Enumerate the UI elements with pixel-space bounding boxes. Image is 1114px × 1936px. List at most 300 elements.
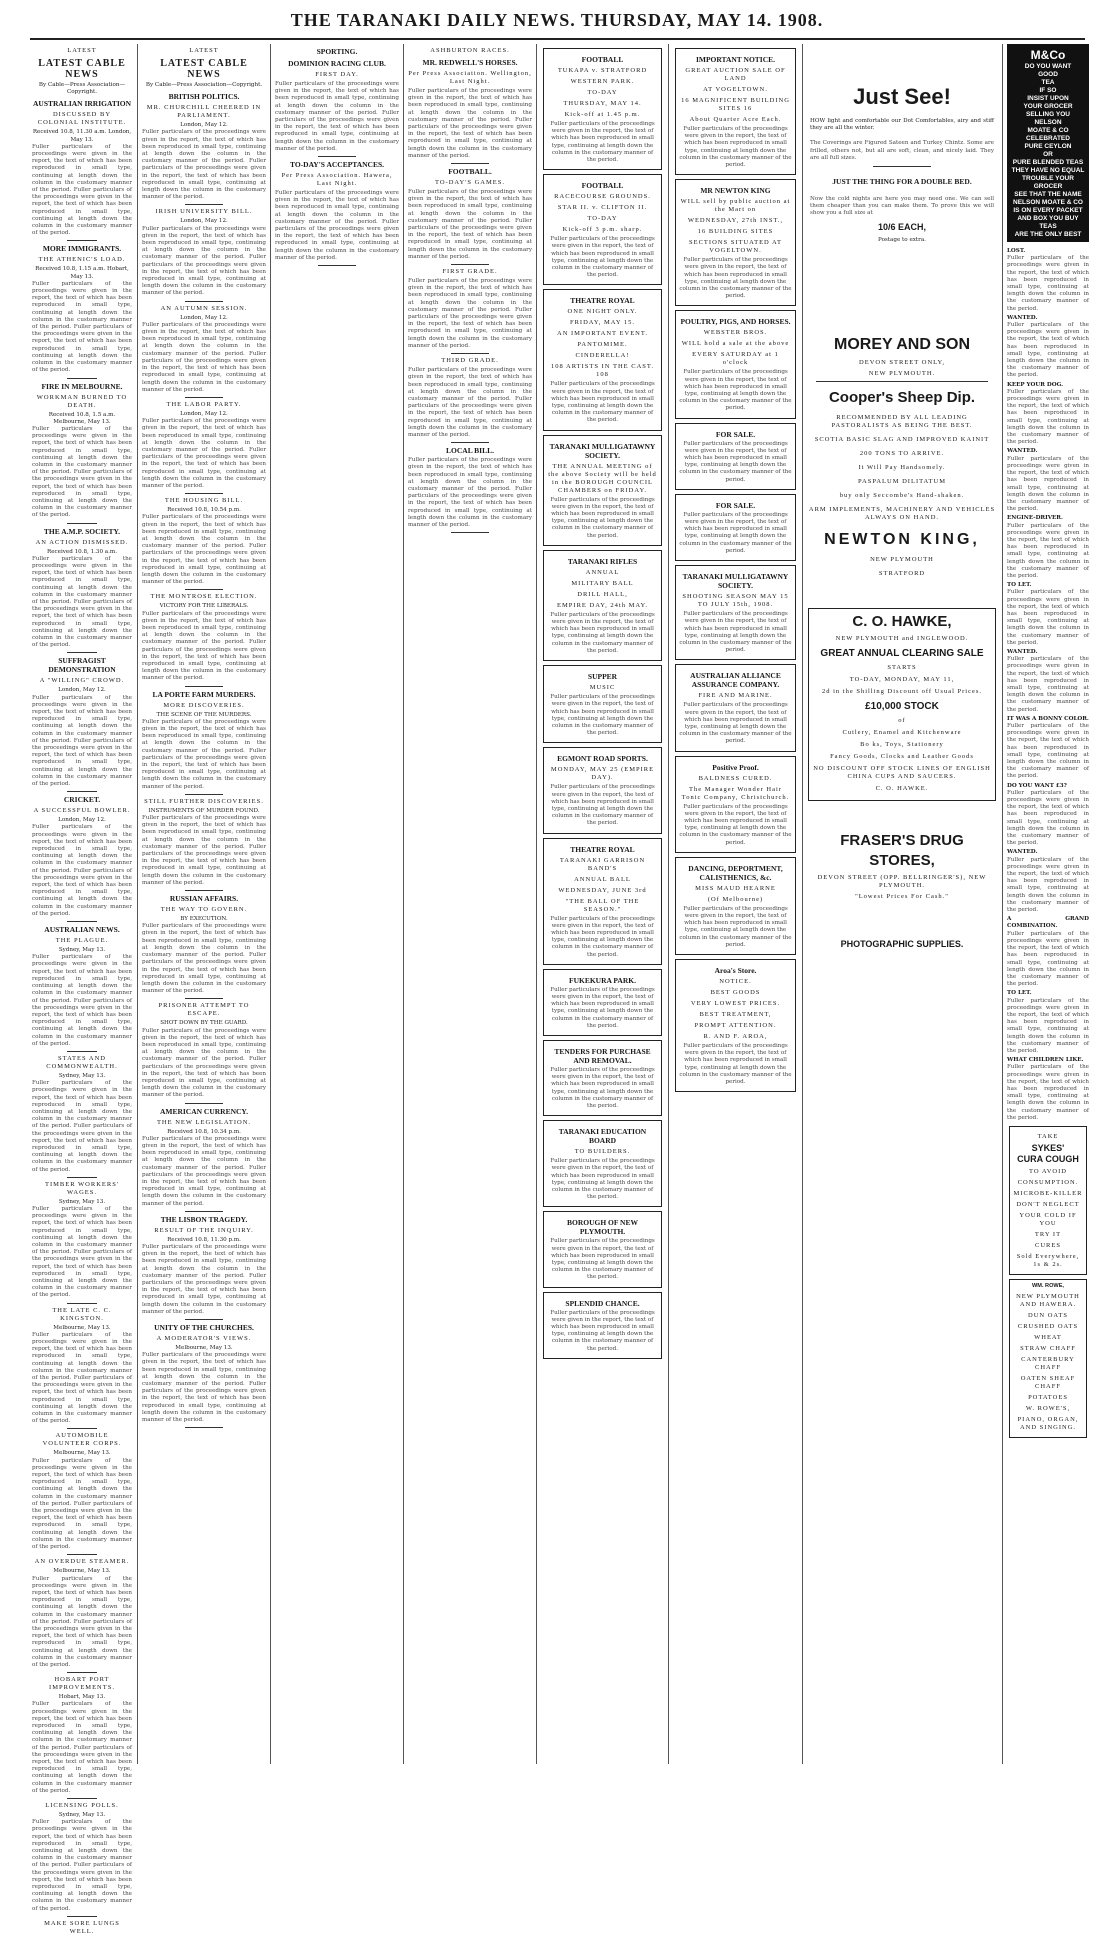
article-title: TO-DAY'S ACCEPTANCES. bbox=[289, 160, 385, 170]
column-heading: LATEST CABLE NEWS bbox=[38, 58, 126, 80]
article-body: Fuller particulars of the proceedings were given in the report, the text of which has been reproduced in small type, continuing at length down the column in the customary manner of the period. Fuller particulars of the proceedings were given in the report, the text of which has been reproduced in small type, continuing at length down the column in the customary manner of the period. bbox=[142, 418, 266, 489]
column-auctions bbox=[673, 44, 798, 1764]
ad-heading: BOROUGH OF NEW PLYMOUTH. bbox=[567, 1218, 638, 1237]
article-body: Fuller particulars of the proceedings were given in the report, the text of which has been reproduced in small type, continuing at length down the column in the customary manner of the period. Fuller particulars of the proceedings were given in the report, the text of which has been reproduced in small type, continuing at length down the column in the customary manner of the period. bbox=[32, 1457, 132, 1551]
tea-ad bbox=[1007, 44, 1089, 242]
article-subtitle: THE LATE C. C. KINGSTON. bbox=[52, 1306, 112, 1322]
advert-list bbox=[673, 48, 798, 1092]
ad-line: BALDNESS CURED. bbox=[698, 774, 773, 782]
ad-line: MONDAY, MAY 25 (EMPIRE DAY). bbox=[550, 766, 655, 782]
column-rule bbox=[270, 44, 271, 1764]
ad-line: VERY LOWEST PRICES. bbox=[690, 999, 781, 1007]
dateline: Sydney, May 13. bbox=[58, 947, 106, 954]
article-subtitle: AUTOMOBILE VOLUNTEER CORPS. bbox=[42, 1432, 122, 1448]
divider bbox=[185, 890, 222, 891]
ad-line: TARANAKI GARRISON BAND'S bbox=[559, 856, 646, 872]
ad-heading: SUPPER bbox=[587, 672, 618, 682]
ad-body: Fuller particulars of the proceedings were given in the report, the text of which has been reproduced in small type, continuing at length down the column in the customary manner of the period. bbox=[550, 694, 655, 737]
classified-heading: A GRAND COMBINATION. bbox=[1007, 916, 1089, 930]
column-heading: LATEST CABLE NEWS bbox=[160, 58, 248, 80]
ad-heading: WM. ROWE, bbox=[1031, 1282, 1064, 1289]
ad-line: NEW PLYMOUTH and INGLEWOOD. bbox=[835, 635, 969, 643]
dateline: Hobart, May 13. bbox=[58, 1694, 106, 1701]
article-subtitle: THE ATHENIC'S LOAD. bbox=[38, 256, 126, 264]
ad-line: Sold Everywhere, 1s & 2s. bbox=[1016, 1252, 1080, 1268]
article-body: Fuller particulars of the proceedings were given in the report, the text of which has been reproduced in small type, continuing at length down the column in the customary manner of the period. Fuller particulars of the proceedings were given in the report, the text of which has been reproduced in small type, continuing at length down the column in the customary manner of the period. bbox=[142, 225, 266, 297]
article-body: Fuller particulars of the proceedings were given in the report, the text of which has been reproduced in small type, continuing at length down the column in the customary manner of the period. Fuller particulars of the proceedings were given in the report, the text of which has been reproduced in small type, continuing at length down the column in the customary manner of the period. bbox=[142, 718, 266, 790]
classified-body: Fuller particulars of the proceedings were given in the report, the text of which has been reproduced in small type, continuing at length down the column in the customary manner of the period. bbox=[1007, 789, 1089, 847]
article-subtitle: STATES AND COMMONWEALTH. bbox=[46, 1054, 118, 1070]
divider bbox=[67, 1303, 97, 1304]
article-body: Fuller particulars of the proceedings were given in the report, the text of which has been reproduced in small type, continuing at length down the column in the customary manner of the period. Fuller particulars of the proceedings were given in the report, the text of which has been reproduced in small type, continuing at length down the column in the customary manner of the period. bbox=[275, 81, 399, 152]
ad-line: CONSUMPTION. bbox=[1017, 1178, 1079, 1186]
ad-line: NOTICE. bbox=[719, 977, 752, 985]
ad-line: MISS MAUD HEARNE bbox=[695, 884, 776, 892]
ad-line: CELEBRATED bbox=[1026, 135, 1070, 142]
dateline: London, May 12. bbox=[58, 817, 106, 824]
divider bbox=[67, 1428, 97, 1429]
article-subtitle: AN AUTUMN SESSION. bbox=[160, 304, 248, 312]
ad-line: IF SO bbox=[1039, 87, 1057, 94]
dateline: VICTORY FOR THE LIBERALS. bbox=[159, 603, 249, 610]
ad-body: Fuller particulars of the proceedings were given in the report, the text of which has been reproduced in small type, continuing at length down the column in the customary manner of the period. bbox=[679, 440, 792, 483]
article-title: LA PORTE FARM MURDERS. bbox=[152, 689, 256, 699]
classified-heading: LOST. bbox=[1007, 248, 1026, 254]
article-title: BRITISH POLITICS. bbox=[168, 92, 240, 102]
ad-line: DON'T NEGLECT bbox=[1016, 1200, 1080, 1208]
advertisement bbox=[543, 1292, 662, 1359]
divider bbox=[318, 156, 355, 157]
article-body: Fuller particulars of the proceedings were given in the report, the text of which has been reproduced in small type, continuing at length down the column in the customary manner of the period. Fuller particulars of the proceedings were given in the report, the text of which has been reproduced in small type, continuing at length down the column in the customary manner of the period. bbox=[32, 280, 132, 374]
classified-heading: WANTED. bbox=[1007, 648, 1038, 655]
advertisement bbox=[675, 423, 796, 490]
article-subtitle: A MODERATOR'S VIEWS. bbox=[156, 1335, 252, 1343]
article-body: Fuller particulars of the proceedings were given in the report, the text of which has been reproduced in small type, continuing at length down the column in the customary manner of the period. Fuller particulars of the proceedings were given in the report, the text of which has been reproduced in small type, continuing at length down the column in the customary manner of the period. bbox=[32, 1205, 132, 1299]
advertisement bbox=[543, 174, 662, 285]
divider bbox=[185, 589, 222, 590]
classified-heading: WANTED. bbox=[1007, 849, 1038, 856]
article-body: Fuller particulars of the proceedings were given in the report, the text of which has been reproduced in small type, continuing at length down the column in the customary manner of the period. Fuller particulars of the proceedings were given in the report, the text of which has been reproduced in small type, continuing at length down the column in the customary manner of the period. bbox=[32, 425, 132, 519]
ad-body: Fuller particulars of the proceedings were given in the report, the text of which has been reproduced in small type, continuing at length down the column in the customary manner of the period. bbox=[679, 369, 792, 412]
article-list bbox=[408, 58, 532, 533]
ad-line: STARTS bbox=[887, 664, 917, 672]
dateline: Received 10.8, 11.30 p.m. bbox=[167, 1236, 241, 1243]
advertisement bbox=[675, 310, 796, 418]
article-subtitle: THE NEW LEGISLATION. bbox=[156, 1118, 252, 1126]
column-classifieds bbox=[1007, 44, 1089, 1764]
divider bbox=[67, 240, 97, 241]
ad-line: PURE BLENDED TEAS bbox=[1012, 159, 1084, 166]
ad-filler-text: Now the cold nights are here you may need one. We can sell them cheaper than you can make them. To prove this we will show you a full size at bbox=[810, 196, 994, 217]
ad-line: MOATE & CO bbox=[1027, 127, 1069, 134]
ad-line: Cutlery, Enamel and Kitchenware bbox=[842, 729, 962, 737]
column-sporting bbox=[275, 44, 399, 1764]
divider bbox=[873, 166, 931, 167]
divider bbox=[318, 265, 355, 266]
ad-line: BEST GOODS bbox=[710, 988, 761, 996]
ad-line: THE ANNUAL MEETING of the above Society will be held in the BOROUGH COUNCIL CHAMBERS on FRIDAY. bbox=[548, 462, 657, 494]
ad-body: Fuller particulars of the proceedings were given in the report, the text of which has been reproduced in small type, continuing at length down the column in the customary manner of the period. bbox=[679, 257, 792, 300]
ad-heading: FOOTBALL bbox=[581, 55, 624, 64]
article-list bbox=[142, 92, 266, 1428]
ad-line: 108 ARTISTS IN THE CAST. 108 bbox=[551, 363, 654, 379]
divider bbox=[185, 301, 222, 302]
column-rule bbox=[536, 44, 537, 1764]
column-rule bbox=[668, 44, 669, 1764]
column-rule bbox=[403, 44, 404, 1764]
divider bbox=[185, 686, 222, 687]
ad-line: WILL hold a sale at the above bbox=[681, 340, 790, 348]
ad-line: AN IMPORTANT EVENT. bbox=[557, 330, 648, 338]
column-display-ads bbox=[806, 44, 998, 1764]
dateline: Melbourne, May 13. bbox=[53, 1324, 111, 1331]
divider bbox=[185, 1211, 222, 1212]
classified-heading: KEEP YOUR DOG. bbox=[1007, 381, 1064, 388]
divider bbox=[67, 523, 97, 524]
divider bbox=[67, 378, 97, 379]
article-body: Fuller particulars of the proceedings were given in the report, the text of which has been reproduced in small type, continuing at length down the column in the customary manner of the period. Fuller particulars of the proceedings were given in the report, the text of which has been reproduced in small type, continuing at length down the column in the customary manner of the period. bbox=[142, 1243, 266, 1315]
article-body: Fuller particulars of the proceedings were given in the report, the text of which has been reproduced in small type, continuing at length down the column in the customary manner of the period. Fuller particulars of the proceedings were given in the report, the text of which has been reproduced in small type, continuing at length down the column in the customary manner of the period. bbox=[142, 129, 266, 201]
ad-heading: FUKEKURA PARK. bbox=[569, 975, 636, 985]
ad-heading: POULTRY, PIGS, AND HORSES. bbox=[680, 317, 791, 327]
fraser-ad bbox=[806, 831, 998, 948]
article-subtitle: DISCUSSED BY COLONIAL INSTITUTE. bbox=[37, 111, 127, 127]
tea-brand: M&Co bbox=[1030, 48, 1066, 62]
ad-headline-just-see: Just See! bbox=[853, 84, 951, 109]
advertisement bbox=[675, 494, 796, 561]
dateline: Received 10.8, 10.34 p.m. bbox=[167, 1128, 241, 1135]
ad-line: TEA bbox=[1041, 79, 1055, 86]
ad-body: Fuller particulars of the proceedings were given in the report, the text of which has been reproduced in small type, continuing at length down the column in the customary manner of the period. bbox=[679, 803, 792, 846]
classified-body: Fuller particulars of the proceedings were given in the report, the text of which has been reproduced in small type, continuing at length down the column in the customary manner of the period. bbox=[1007, 388, 1089, 446]
article-body: Fuller particulars of the proceedings were given in the report, the text of which has been reproduced in small type, continuing at length down the column in the customary manner of the period. Fuller particulars of the proceedings were given in the report, the text of which has been reproduced in small type, continuing at length down the column in the customary manner of the period. bbox=[32, 1575, 132, 1668]
ad-heading: MR NEWTON KING bbox=[700, 186, 771, 196]
ad-line: 2d in the Shilling Discount off Usual Prices. bbox=[821, 688, 983, 696]
ad-line: OATEN SHEAF CHAFF bbox=[1020, 1375, 1076, 1391]
ad-line: R. AND F. AROA, bbox=[703, 1032, 768, 1040]
article-body: Fuller particulars of the proceedings were given in the report, the text of which has been reproduced in small type, continuing at length down the column in the customary manner of the period. Fuller particulars of the proceedings were given in the report, the text of which has been reproduced in small type, continuing at length down the column in the customary manner of the period. bbox=[142, 1135, 266, 1207]
column-heading: SPORTING. bbox=[316, 47, 358, 56]
ad-line: AND BOX YOU BUY bbox=[1017, 215, 1079, 222]
ad-line: CURA COUGH bbox=[1017, 1153, 1079, 1164]
ad-body: Fuller particulars of the proceedings were given in the report, the text of which has been reproduced in small type, continuing at length down the column in the customary manner of the period. bbox=[550, 236, 655, 279]
ad-heading: IMPORTANT NOTICE. bbox=[695, 55, 776, 64]
article-body: Fuller particulars of the proceedings were given in the report, the text of which has been reproduced in small type, continuing at length down the column in the customary manner of the period. Fuller particulars of the proceedings were given in the report, the text of which has been reproduced in small type, continuing at length down the column in the customary manner of the period. bbox=[142, 514, 266, 586]
ad-line: POTATOES bbox=[1028, 1394, 1068, 1402]
dateline: London, May 12. bbox=[180, 410, 228, 417]
ad-body: Fuller particulars of the proceedings were given in the report, the text of which has been reproduced in small type, continuing at length down the column in the customary manner of the period. bbox=[679, 126, 792, 169]
article-subtitle: LICENSING POLLS. bbox=[45, 1801, 119, 1809]
article-body: Fuller particulars of the proceedings were given in the report, the text of which has been reproduced in small type, continuing at length down the column in the customary manner of the period. Fuller particulars of the proceedings were given in the report, the text of which has been reproduced in small type, continuing at length down the column in the customary manner of the period. bbox=[32, 1331, 132, 1425]
classified-heading: DO YOU WANT £3? bbox=[1007, 782, 1067, 789]
article-body: Fuller particulars of the proceedings were given in the report, the text of which has been reproduced in small type, continuing at length down the column in the customary manner of the period. Fuller particulars of the proceedings were given in the report, the text of which has been reproduced in small type, continuing at length down the column in the customary manner of the period. bbox=[32, 1701, 132, 1794]
article-title: FOOTBALL. bbox=[448, 167, 492, 177]
divider bbox=[185, 794, 222, 795]
ad-line: SYKES' bbox=[1031, 1142, 1065, 1153]
dateline: Melbourne, May 13. bbox=[175, 1345, 233, 1352]
divider bbox=[67, 1916, 97, 1917]
article-body: Fuller particulars of the proceedings were given in the report, the text of which has been reproduced in small type, continuing at length down the column in the customary manner of the period. Fuller particulars of the proceedings were given in the report, the text of which has been reproduced in small type, continuing at length down the column in the customary manner of the period. bbox=[142, 1352, 266, 1424]
ad-heading: EGMONT ROAD SPORTS. bbox=[557, 754, 648, 764]
article-body: Fuller particulars of the proceedings were given in the report, the text of which has been reproduced in small type, continuing at length down the column in the customary manner of the period. Fuller particulars of the proceedings were given in the report, the text of which has been reproduced in small type, continuing at length down the column in the customary manner of the period. bbox=[32, 954, 132, 1047]
ad-body: Fuller particulars of the proceedings were given in the report, the text of which has been reproduced in small type, continuing at length down the column in the customary manner of the period. bbox=[679, 905, 792, 948]
ad-line: CANTERBURY CHAFF bbox=[1021, 1356, 1075, 1372]
ad-body: Fuller particulars of the proceedings were given in the report, the text of which has been reproduced in small type, continuing at length down the column in the customary manner of the period. bbox=[550, 611, 655, 654]
article-subtitle: AN ACTION DISMISSED. bbox=[35, 538, 129, 546]
dateline: Sydney, May 13. bbox=[58, 1072, 106, 1079]
ad-body: Fuller particulars of the proceedings were given in the report, the text of which has been reproduced in small type, continuing at length down the column in the customary manner of the period. bbox=[679, 702, 792, 745]
ad-line: NEWTON KING, bbox=[824, 531, 980, 549]
ad-heading: TARANAKI EDUCATION BOARD bbox=[558, 1127, 647, 1146]
ad-body: Fuller particulars of the proceedings were given in the report, the text of which has been reproduced in small type, continuing at length down the column in the customary manner of the period. bbox=[550, 496, 655, 539]
ad-line: TO BUILDERS. bbox=[574, 1148, 631, 1156]
article-body: Fuller particulars of the proceedings were given in the report, the text of which has been reproduced in small type, continuing at length down the column in the customary manner of the period. Fuller particulars of the proceedings were given in the report, the text of which has been reproduced in small type, continuing at length down the column in the customary manner of the period. bbox=[142, 923, 266, 995]
classified-body: Fuller particulars of the proceedings were given in the report, the text of which has been reproduced in small type, continuing at length down the column in the customary manner of the period. bbox=[1007, 522, 1089, 579]
ad-line: TO-DAY bbox=[587, 89, 618, 96]
ad-body: Fuller particulars of the proceedings were given in the report, the text of which has been reproduced in small type, continuing at length down the column in the customary manner of the period. bbox=[679, 1042, 792, 1085]
classified-heading: WANTED. bbox=[1007, 314, 1038, 321]
ad-line: DUN OATS bbox=[1028, 1312, 1068, 1320]
article-subtitle: THE LABOR PARTY. bbox=[166, 400, 242, 408]
advertisement bbox=[675, 959, 796, 1092]
ad-body: Fuller particulars of the proceedings were given in the report, the text of which has been reproduced in small type, continuing at length down the column in the customary manner of the period. bbox=[550, 915, 655, 958]
ad-line: WEBSTER BROS. bbox=[703, 329, 768, 337]
column-kicker: LATEST bbox=[67, 47, 97, 54]
advertisement bbox=[543, 1211, 662, 1287]
column-kicker: LATEST bbox=[189, 47, 219, 54]
divider bbox=[67, 1672, 97, 1673]
ad-line: EVERY SATURDAY at 1 o'clock bbox=[692, 351, 779, 367]
ad-line: MUSIC bbox=[589, 684, 616, 692]
address: DEVON STREET ONLY, bbox=[859, 359, 945, 367]
article-title: FIRE IN MELBOURNE. bbox=[41, 381, 123, 391]
ad-line: ARE THE ONLY BEST bbox=[1014, 231, 1082, 238]
ad-heading: FOR SALE. bbox=[715, 500, 756, 510]
divider bbox=[67, 652, 97, 653]
ad-line: RACECOURSE GROUNDS. bbox=[554, 193, 651, 201]
article-body: Fuller particulars of the proceedings were given in the report, the text of which has been reproduced in small type, continuing at length down the column in the customary manner of the period. Fuller particulars of the proceedings were given in the report, the text of which has been reproduced in small type, continuing at length down the column in the customary manner of the period. bbox=[408, 457, 532, 528]
advertisement bbox=[543, 838, 662, 965]
article-body: Fuller particulars of the proceedings were given in the report, the text of which has been reproduced in small type, continuing at length down the column in the customary manner of the period. Fuller particulars of the proceedings were given in the report, the text of which has been reproduced in small type, continuing at length down the column in the customary manner of the period. bbox=[408, 189, 532, 260]
ad-line: RECOMMENDED BY ALL LEADING PASTORALISTS AS BEING THE BEST. bbox=[831, 414, 973, 430]
cooper-ad bbox=[806, 388, 998, 578]
article-title: UNITY OF THE CHURCHES. bbox=[154, 1323, 254, 1333]
ad-line: WEDNESDAY, JUNE 3rd bbox=[558, 886, 647, 894]
ad-line: NELSON bbox=[1034, 119, 1062, 126]
ad-line: SCOTIA BASIC SLAG AND IMPROVED KAINIT bbox=[814, 436, 990, 444]
column-rule bbox=[137, 44, 138, 1764]
ad-body: Fuller particulars of the proceedings were given in the report, the text of which has been reproduced in small type, continuing at length down the column in the customary manner of the period. bbox=[550, 121, 655, 164]
classified-body: Fuller particulars of the proceedings were given in the report, the text of which has been reproduced in small type, continuing at length down the column in the customary manner of the period. bbox=[1007, 322, 1089, 379]
advertisement bbox=[543, 289, 662, 430]
divider bbox=[67, 1554, 97, 1555]
dateline: THE SCENE OF THE MURDERS. bbox=[156, 711, 252, 718]
column-rule bbox=[802, 44, 803, 1764]
ad-line: PURE CEYLON bbox=[1024, 143, 1072, 150]
ad-line: W. ROWE'S, bbox=[1025, 1405, 1071, 1413]
article-subtitle: A SUCCESSFUL BOWLER. bbox=[33, 807, 131, 815]
classified-body: Fuller particulars of the proceedings were given in the report, the text of which has been reproduced in small type, continuing at length down the column in the customary manner of the period. bbox=[1007, 1064, 1089, 1121]
ad-line: INSIST UPON bbox=[1027, 95, 1069, 102]
dateline: Sydney, May 13. bbox=[58, 1811, 106, 1818]
ad-line: AT VOGELTOWN. bbox=[703, 86, 768, 93]
ad-line: FRIDAY, MAY 15. bbox=[569, 319, 636, 327]
article-subtitle: THE PLAGUE. bbox=[55, 937, 109, 945]
ad-line: ANNUAL bbox=[585, 568, 620, 576]
ad-heading: MAKE SORE LUNGS WELL. bbox=[44, 1919, 120, 1935]
ad-line: NEW PLYMOUTH AND HAWERA. bbox=[1016, 1293, 1080, 1309]
column-heading: ASHBURTON RACES. bbox=[430, 47, 510, 54]
ad-line: TO-DAY, MONDAY, MAY 11, bbox=[849, 676, 955, 684]
ad-line: "Lowest Prices For Cash." bbox=[855, 893, 949, 901]
dateline: INSTRUMENTS OF MURDER FOUND. bbox=[148, 807, 260, 814]
ad-line: PIANO, ORGAN, AND SINGING. bbox=[1017, 1416, 1079, 1432]
ad-line: 16 MAGNIFICENT BUILDING SITES 16 bbox=[681, 97, 790, 112]
ad-line: TEAS bbox=[1039, 223, 1057, 230]
ad-headline: C. O. HAWKE, bbox=[852, 613, 952, 631]
masthead-rule bbox=[30, 38, 1085, 40]
ad-line: TROUBLE YOUR GROCER bbox=[1022, 175, 1074, 190]
ad-line: PHOTOGRAPHIC SUPPLIES. bbox=[840, 939, 964, 950]
article-subtitle: A "WILLING" CROWD. bbox=[39, 677, 125, 685]
ad-heading: FOOTBALL bbox=[581, 181, 624, 191]
ad-line: YOUR COLD IF YOU bbox=[1019, 1211, 1077, 1227]
advertisement bbox=[675, 48, 796, 175]
ad-line: Bo ks, Toys, Stationery bbox=[860, 741, 944, 749]
ad-line: MILITARY BALL bbox=[571, 579, 634, 587]
advertisement bbox=[675, 565, 796, 660]
hawke-ad bbox=[808, 608, 996, 801]
ad-heading: DANCING, DEPORTMENT, CALISTHENICS, &c. bbox=[688, 863, 783, 882]
advertisement bbox=[543, 550, 662, 661]
classified-body: Fuller particulars of the proceedings were given in the report, the text of which has been reproduced in small type, continuing at length down the column in the customary manner of the period. bbox=[1007, 656, 1089, 713]
ad-line: OR bbox=[1043, 151, 1053, 158]
ad-headline: Cooper's Sheep Dip. bbox=[828, 389, 976, 407]
ad-line: NO DISCOUNT OFF STOCK LINES OF ENGLISH CHINA CUPS AND SAUCERS. bbox=[813, 765, 991, 781]
dateline: London, May 12. bbox=[180, 314, 228, 321]
advertisement bbox=[543, 969, 662, 1036]
article-body: Fuller particulars of the proceedings were given in the report, the text of which has been reproduced in small type, continuing at length down the column in the customary manner of the period. Fuller particulars of the proceedings were given in the report, the text of which has been reproduced in small type, continuing at length down the column in the customary manner of the period. bbox=[142, 1027, 266, 1099]
article-subtitle: FIRST DAY. bbox=[315, 71, 359, 78]
advertisement bbox=[543, 435, 662, 546]
dateline: Received 10.8, 1.15 a.m. Hobart, May 13. bbox=[35, 266, 129, 280]
ad-line: PASPALUM DILITATUM bbox=[858, 478, 946, 486]
classified-heading: ENGINE-DRIVER. bbox=[1007, 515, 1063, 522]
classified-heading: IT WAS A BONNY COLOR. bbox=[1007, 715, 1089, 722]
divider bbox=[185, 204, 222, 205]
article-title: THE A.M.P. SOCIETY. bbox=[43, 526, 121, 536]
article-body: Fuller particulars of the proceedings were given in the report, the text of which has been reproduced in small type, continuing at length down the column in the customary manner of the period. Fuller particulars of the proceedings were given in the report, the text of which has been reproduced in small type, continuing at length down the column in the customary manner of the period. bbox=[408, 278, 532, 349]
article-title: MORE IMMIGRANTS. bbox=[42, 244, 122, 254]
ad-line: SHOOTING SEASON MAY 15 TO JULY 15th, 1908. bbox=[682, 593, 789, 609]
masthead: THE TARANAKI DAILY NEWS. THURSDAY, MAY 14. 1908. bbox=[290, 10, 824, 30]
divider bbox=[67, 921, 97, 922]
ad-line: THEY HAVE NO EQUAL bbox=[1011, 167, 1085, 174]
ad-line: The Manager Wonder Hair Tonic Company, Christchurch. bbox=[681, 785, 790, 801]
ad-heading: Aroa's Store. bbox=[714, 965, 757, 975]
divider bbox=[451, 442, 488, 443]
ad-heading: FOR SALE. bbox=[715, 429, 756, 439]
ad-line: SECTIONS SITUATED AT VOGELTOWN. bbox=[689, 239, 782, 255]
ad-line: DEVON STREET (OPP. BELLRINGER'S), NEW PLYMOUTH. bbox=[817, 874, 987, 890]
article-title: DOMINION RACING CLUB. bbox=[288, 59, 386, 68]
article-subtitle: THE WAY TO GOVERN. bbox=[160, 906, 248, 914]
article-body: Fuller particulars of the proceedings were given in the report, the text of which has been reproduced in small type, continuing at length down the column in the customary manner of the period. Fuller particulars of the proceedings were given in the report, the text of which has been reproduced in small type, continuing at length down the column in the customary manner of the period. bbox=[32, 143, 132, 237]
ad-line: NELSON MOATE & CO bbox=[1013, 199, 1083, 206]
ad-line: SELLING YOU bbox=[1026, 111, 1070, 118]
dateline: Melbourne, May 13. bbox=[53, 1568, 111, 1575]
ad-heading: TENDERS FOR PURCHASE AND REMOVAL. bbox=[554, 1046, 651, 1065]
ad-line: Kick-off at 1.45 p.m. bbox=[564, 111, 641, 118]
ad-line: ONE NIGHT ONLY. bbox=[567, 308, 638, 316]
ad-line: STAR II. v. CLIFTON II. bbox=[557, 204, 648, 212]
ad-filler-text: The Coverings are Figured Sateen and Turkey Chintz. Some are frilled, others not, but all are soft, clean, and nicely laid. They are all full sizes. bbox=[810, 140, 994, 161]
ad-line: NEW PLYMOUTH bbox=[870, 556, 934, 564]
ad-line: PANTOMIME. bbox=[577, 341, 628, 349]
divider bbox=[67, 1051, 97, 1052]
ad-body: Fuller particulars of the proceedings were given in the report, the text of which has been reproduced in small type, continuing at length down the column in the customary manner of the period. bbox=[550, 1309, 655, 1352]
dateline: Received 10.8, 1.30 a.m. bbox=[46, 548, 118, 555]
ad-headline: FRASER'S DRUG STORES, bbox=[840, 832, 964, 870]
classified-body: Fuller particulars of the proceedings were given in the report, the text of which has been reproduced in small type, continuing at length down the column in the customary manner of the period. bbox=[1007, 856, 1089, 914]
press-credit: By Cable—Press Association—Copyright. bbox=[38, 82, 126, 96]
advertisement bbox=[675, 664, 796, 751]
classified-heading: TO LET. bbox=[1007, 582, 1032, 589]
ad-line: Fancy Goods, Clocks and Leather Goods bbox=[830, 753, 974, 761]
price: 10/6 EACH, bbox=[877, 221, 927, 232]
article-body: Fuller particulars of the proceedings were given in the report, the text of which has been reproduced in small type, continuing at length down the column in the customary manner of the period. Fuller particulars of the proceedings were given in the report, the text of which has been reproduced in small type, continuing at length down the column in the customary manner of the period. bbox=[408, 367, 532, 438]
article-subtitle: TO-DAY'S GAMES. bbox=[435, 179, 505, 187]
ad-line: GREAT ANNUAL CLEARING SALE bbox=[820, 648, 984, 660]
advertisement bbox=[675, 756, 796, 853]
dateline: Received 10.8, 1.5 a.m. Melbourne, May 13. bbox=[48, 411, 116, 425]
divider bbox=[185, 1319, 222, 1320]
article-subtitle: AN OVERDUE STEAMER. bbox=[34, 1558, 130, 1566]
dateline: Received 10.8, 10.54 p.m. bbox=[167, 507, 241, 514]
article-list bbox=[275, 59, 399, 266]
ad-line: TUKAPA v. STRATFORD bbox=[557, 67, 648, 74]
article-body: Fuller particulars of the proceedings were given in the report, the text of which has been reproduced in small type, continuing at length down the column in the customary manner of the period. Fuller particulars of the proceedings were given in the report, the text of which has been reproduced in small type, continuing at length down the column in the customary manner of the period. bbox=[275, 190, 399, 261]
advertisement bbox=[543, 1040, 662, 1116]
article-subtitle: FIRST GRADE. bbox=[442, 268, 498, 276]
article-subtitle: WORKMAN BURNED TO DEATH. bbox=[36, 393, 128, 409]
classified-body: Fuller particulars of the proceedings were given in the report, the text of which has been reproduced in small type, continuing at length down the column in the customary manner of the period. bbox=[1007, 455, 1089, 513]
ad-line: 200 TONS TO ARRIVE. bbox=[859, 450, 945, 458]
ad-line: THURSDAY, MAY 14. bbox=[563, 100, 642, 107]
ad-line: About Quarter Acre Each. bbox=[689, 116, 782, 123]
divider bbox=[451, 264, 488, 265]
article-subtitle: RESULT OF THE INQUIRY. bbox=[154, 1226, 254, 1234]
dateline: Sydney, May 13. bbox=[58, 1198, 106, 1205]
article-body: Fuller particulars of the proceedings were given in the report, the text of which has been reproduced in small type, continuing at length down the column in the customary manner of the period. Fuller particulars of the proceedings were given in the report, the text of which has been reproduced in small type, continuing at length down the column in the customary manner of the period. bbox=[32, 824, 132, 917]
advertiser-name: MOREY AND SON bbox=[833, 336, 970, 354]
ad-line: WEDNESDAY, 27th INST., bbox=[687, 217, 784, 225]
column-sporting-2 bbox=[408, 44, 532, 1764]
ad-line: Kick-off 3 p.m. sharp. bbox=[562, 226, 643, 234]
article-body: Fuller particulars of the proceedings were given in the report, the text of which has been reproduced in small type, continuing at length down the column in the customary manner of the period. Fuller particulars of the proceedings were given in the report, the text of which has been reproduced in small type, continuing at length down the column in the customary manner of the period. bbox=[32, 694, 132, 788]
ad-heading: JUST THE THING FOR A DOUBLE BED. bbox=[832, 177, 972, 187]
article-title: LOCAL BILL. bbox=[446, 446, 494, 456]
article-subtitle: THE MONTROSE ELECTION. bbox=[150, 593, 258, 601]
divider bbox=[67, 1177, 97, 1178]
ad-line: It Will Pay Handsomely. bbox=[858, 464, 946, 472]
ad-line: WHEAT bbox=[1034, 1334, 1062, 1342]
ad-body: Fuller particulars of the proceedings were given in the report, the text of which has been reproduced in small type, continuing at length down the column in the customary manner of the period. bbox=[550, 986, 655, 1029]
article-subtitle: MORE DISCOVERIES. bbox=[163, 701, 245, 709]
divider bbox=[451, 353, 488, 354]
ad-line: buy only Seccombe's Hand-shaken. bbox=[839, 492, 965, 500]
article-body: Fuller particulars of the proceedings were given in the report, the text of which has been reproduced in small type, continuing at length down the column in the customary manner of the period. Fuller particulars of the proceedings were given in the report, the text of which has been reproduced in small type, continuing at length down the column in the customary manner of the period. bbox=[142, 321, 266, 393]
